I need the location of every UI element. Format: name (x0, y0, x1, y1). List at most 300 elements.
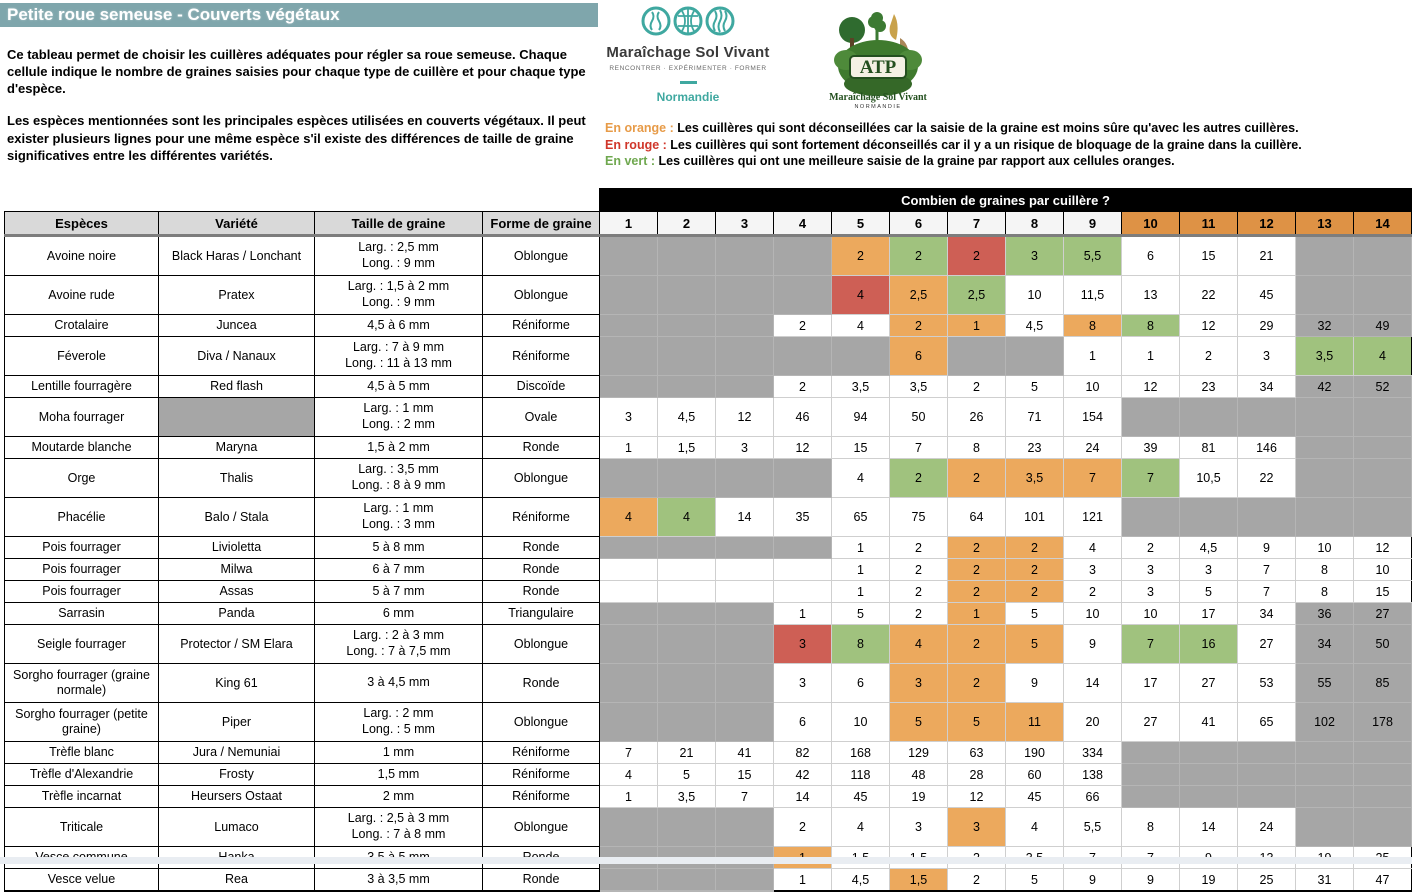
grid-cell[interactable] (600, 337, 658, 376)
variety-cell[interactable]: Pratex (159, 276, 315, 315)
grid-cell[interactable]: 2 (774, 808, 832, 847)
spoon-column-header-1[interactable]: 1 (600, 212, 658, 236)
grid-cell[interactable]: 1 (1064, 337, 1122, 376)
grid-cell[interactable]: 14 (716, 498, 774, 537)
column-header-1[interactable]: Espèces (5, 212, 159, 236)
grid-cell[interactable]: 47 (1354, 869, 1412, 892)
grid-cell[interactable]: 21 (1238, 236, 1296, 276)
grain-size-cell[interactable]: 3 à 3,5 mm (315, 869, 483, 892)
grid-cell[interactable]: 10 (832, 703, 890, 742)
grid-cell[interactable] (658, 581, 716, 603)
grid-cell[interactable]: 8 (1122, 808, 1180, 847)
grid-cell[interactable]: 5 (1006, 625, 1064, 664)
grid-cell[interactable]: 10 (1122, 603, 1180, 625)
species-cell[interactable]: Trèfle blanc (5, 742, 159, 764)
grid-cell[interactable] (716, 315, 774, 337)
grid-cell[interactable]: 2 (1006, 581, 1064, 603)
variety-cell[interactable]: Frosty (159, 764, 315, 786)
grid-cell[interactable]: 7 (1238, 581, 1296, 603)
grid-cell[interactable]: 3 (774, 625, 832, 664)
grid-cell[interactable]: 82 (774, 742, 832, 764)
grid-cell[interactable] (1238, 764, 1296, 786)
grain-size-cell[interactable]: 5 à 8 mm (315, 537, 483, 559)
grid-cell[interactable] (1180, 786, 1238, 808)
grid-cell[interactable] (658, 315, 716, 337)
grid-cell[interactable]: 154 (1064, 398, 1122, 437)
grid-cell[interactable]: 10,5 (1180, 459, 1238, 498)
grid-cell[interactable] (716, 276, 774, 315)
grid-cell[interactable]: 10 (1064, 376, 1122, 398)
grid-cell[interactable]: 21 (658, 742, 716, 764)
grid-cell[interactable] (600, 559, 658, 581)
grid-cell[interactable]: 19 (1180, 869, 1238, 892)
grid-cell[interactable] (774, 236, 832, 276)
spoon-column-header-13[interactable]: 13 (1296, 212, 1354, 236)
grid-cell[interactable] (832, 337, 890, 376)
grid-cell[interactable]: 5 (1006, 603, 1064, 625)
spoon-column-header-10[interactable]: 10 (1122, 212, 1180, 236)
grid-cell[interactable] (716, 376, 774, 398)
column-header-3[interactable]: Taille de graine (315, 212, 483, 236)
grid-cell[interactable]: 9 (1238, 537, 1296, 559)
grid-cell[interactable]: 5,5 (1064, 236, 1122, 276)
grid-cell[interactable]: 49 (1354, 315, 1412, 337)
grid-cell[interactable]: 2,5 (948, 276, 1006, 315)
grain-size-cell[interactable]: Larg. : 2,5 à 3 mm Long. : 7 à 8 mm (315, 808, 483, 847)
grid-cell[interactable]: 2,5 (890, 276, 948, 315)
grid-cell[interactable]: 2 (890, 581, 948, 603)
grain-shape-cell[interactable]: Oblongue (483, 459, 600, 498)
grid-cell[interactable]: 25 (1238, 869, 1296, 892)
grid-cell[interactable]: 10 (1354, 559, 1412, 581)
grid-cell[interactable]: 12 (1180, 315, 1238, 337)
variety-cell[interactable]: Red flash (159, 376, 315, 398)
grid-cell[interactable]: 1 (832, 537, 890, 559)
grid-cell[interactable]: 22 (1180, 276, 1238, 315)
grid-cell[interactable]: 3 (1064, 559, 1122, 581)
grain-shape-cell[interactable]: Oblongue (483, 625, 600, 664)
grid-cell[interactable]: 4 (1006, 808, 1064, 847)
grid-cell[interactable]: 50 (890, 398, 948, 437)
grid-cell[interactable]: 2 (774, 376, 832, 398)
species-cell[interactable]: Sorgho fourrager (graine normale) (5, 664, 159, 703)
grid-cell[interactable]: 34 (1238, 376, 1296, 398)
grid-cell[interactable]: 4 (658, 498, 716, 537)
grid-cell[interactable]: 46 (774, 398, 832, 437)
grain-size-cell[interactable]: Larg. : 2 à 3 mm Long. : 7 à 7,5 mm (315, 625, 483, 664)
variety-cell[interactable]: Juncea (159, 315, 315, 337)
grid-cell[interactable] (600, 236, 658, 276)
grid-cell[interactable]: 2 (1122, 537, 1180, 559)
grid-cell[interactable]: 9 (1122, 869, 1180, 892)
grid-cell[interactable]: 6 (890, 337, 948, 376)
grain-size-cell[interactable]: 3 à 4,5 mm (315, 664, 483, 703)
grid-cell[interactable]: 50 (1354, 625, 1412, 664)
grid-cell[interactable]: 5 (1006, 869, 1064, 892)
variety-cell[interactable]: Lumaco (159, 808, 315, 847)
species-cell[interactable]: Trèfle d'Alexandrie (5, 764, 159, 786)
grid-cell[interactable]: 17 (1180, 603, 1238, 625)
grid-cell[interactable]: 34 (1296, 625, 1354, 664)
grid-cell[interactable]: 34 (1238, 603, 1296, 625)
grid-cell[interactable]: 4,5 (1006, 315, 1064, 337)
grid-cell[interactable]: 4,5 (832, 869, 890, 892)
grain-shape-cell[interactable]: Oblongue (483, 276, 600, 315)
grid-cell[interactable] (600, 376, 658, 398)
grid-cell[interactable]: 9 (1064, 625, 1122, 664)
grid-cell[interactable]: 2 (890, 537, 948, 559)
grid-cell[interactable]: 8 (948, 437, 1006, 459)
grid-cell[interactable]: 2 (1006, 537, 1064, 559)
grid-cell[interactable]: 35 (774, 498, 832, 537)
grid-cell[interactable]: 102 (1296, 703, 1354, 742)
grid-cell[interactable] (774, 337, 832, 376)
grid-cell[interactable]: 334 (1064, 742, 1122, 764)
grain-shape-cell[interactable]: Réniforme (483, 786, 600, 808)
grid-cell[interactable] (716, 459, 774, 498)
grain-size-cell[interactable]: Larg. : 3,5 mm Long. : 8 à 9 mm (315, 459, 483, 498)
grid-cell[interactable] (1122, 786, 1180, 808)
grid-cell[interactable]: 2 (890, 236, 948, 276)
grid-cell[interactable]: 32 (1296, 315, 1354, 337)
grid-cell[interactable]: 121 (1064, 498, 1122, 537)
species-cell[interactable]: Trèfle incarnat (5, 786, 159, 808)
grid-cell[interactable]: 2 (948, 537, 1006, 559)
grid-cell[interactable] (1180, 498, 1238, 537)
grid-cell[interactable]: 29 (1238, 315, 1296, 337)
grid-cell[interactable] (774, 559, 832, 581)
grain-shape-cell[interactable]: Ronde (483, 437, 600, 459)
grid-cell[interactable]: 4 (832, 276, 890, 315)
grid-cell[interactable]: 60 (1006, 764, 1064, 786)
grid-cell[interactable]: 3,5 (658, 786, 716, 808)
variety-cell[interactable]: Heursers Ostaat (159, 786, 315, 808)
grid-cell[interactable]: 2 (890, 315, 948, 337)
grid-cell[interactable]: 1 (600, 786, 658, 808)
grid-cell[interactable]: 63 (948, 742, 1006, 764)
grid-cell[interactable]: 39 (1122, 437, 1180, 459)
grid-cell[interactable]: 5 (890, 703, 948, 742)
grid-cell[interactable] (1354, 764, 1412, 786)
grid-cell[interactable]: 12 (716, 398, 774, 437)
grid-cell[interactable]: 75 (890, 498, 948, 537)
grid-cell[interactable]: 4 (600, 498, 658, 537)
grid-cell[interactable]: 6 (1122, 236, 1180, 276)
grid-cell[interactable] (1296, 437, 1354, 459)
grid-cell[interactable]: 8 (832, 625, 890, 664)
grid-cell[interactable] (658, 537, 716, 559)
grain-shape-cell[interactable]: Ronde (483, 869, 600, 892)
spoon-column-header-6[interactable]: 6 (890, 212, 948, 236)
grid-cell[interactable]: 53 (1238, 664, 1296, 703)
grid-cell[interactable]: 2 (948, 236, 1006, 276)
grid-cell[interactable]: 7 (890, 437, 948, 459)
variety-cell[interactable]: Livioletta (159, 537, 315, 559)
grid-cell[interactable]: 1 (948, 315, 1006, 337)
grid-cell[interactable]: 3 (600, 398, 658, 437)
grid-cell[interactable]: 14 (774, 786, 832, 808)
grain-shape-cell[interactable]: Réniforme (483, 764, 600, 786)
grid-cell[interactable] (658, 703, 716, 742)
spoon-column-header-4[interactable]: 4 (774, 212, 832, 236)
column-header-2[interactable]: Variété (159, 212, 315, 236)
grid-cell[interactable] (600, 459, 658, 498)
grid-cell[interactable]: 4 (832, 459, 890, 498)
grid-cell[interactable]: 12 (948, 786, 1006, 808)
spoon-column-header-9[interactable]: 9 (1064, 212, 1122, 236)
grid-cell[interactable]: 5 (832, 603, 890, 625)
grid-cell[interactable]: 20 (1064, 703, 1122, 742)
grid-cell[interactable] (658, 664, 716, 703)
grid-cell[interactable]: 2 (948, 459, 1006, 498)
grid-cell[interactable] (716, 559, 774, 581)
grid-cell[interactable]: 3 (716, 437, 774, 459)
grid-cell[interactable]: 16 (1180, 625, 1238, 664)
grid-cell[interactable] (774, 537, 832, 559)
grid-cell[interactable]: 10 (1006, 276, 1064, 315)
variety-cell[interactable]: Panda (159, 603, 315, 625)
grid-cell[interactable]: 41 (1180, 703, 1238, 742)
grid-cell[interactable]: 45 (1238, 276, 1296, 315)
grid-cell[interactable]: 41 (716, 742, 774, 764)
spoon-column-header-7[interactable]: 7 (948, 212, 1006, 236)
grid-cell[interactable]: 65 (832, 498, 890, 537)
grid-cell[interactable]: 94 (832, 398, 890, 437)
grid-cell[interactable]: 7 (1064, 459, 1122, 498)
species-cell[interactable]: Pois fourrager (5, 559, 159, 581)
grid-cell[interactable]: 7 (716, 786, 774, 808)
grid-cell[interactable] (600, 703, 658, 742)
grid-cell[interactable]: 2 (890, 559, 948, 581)
grid-cell[interactable]: 190 (1006, 742, 1064, 764)
grid-cell[interactable]: 129 (890, 742, 948, 764)
grid-cell[interactable]: 3 (948, 808, 1006, 847)
grid-cell[interactable]: 4 (1064, 537, 1122, 559)
grid-cell[interactable]: 1 (832, 581, 890, 603)
grid-cell[interactable]: 14 (1180, 808, 1238, 847)
column-header-4[interactable]: Forme de graine (483, 212, 600, 236)
grid-cell[interactable] (1354, 786, 1412, 808)
grid-cell[interactable] (1122, 398, 1180, 437)
grid-cell[interactable]: 42 (774, 764, 832, 786)
grid-cell[interactable]: 6 (774, 703, 832, 742)
grid-cell[interactable] (1296, 498, 1354, 537)
grain-shape-cell[interactable]: Oblongue (483, 703, 600, 742)
grid-cell[interactable]: 26 (948, 398, 1006, 437)
grid-cell[interactable] (716, 537, 774, 559)
grid-cell[interactable] (1296, 459, 1354, 498)
grid-cell[interactable]: 15 (1354, 581, 1412, 603)
grid-cell[interactable]: 1,5 (890, 869, 948, 892)
grid-cell[interactable]: 178 (1354, 703, 1412, 742)
species-cell[interactable]: Moutarde blanche (5, 437, 159, 459)
grid-cell[interactable] (600, 625, 658, 664)
grid-cell[interactable]: 42 (1296, 376, 1354, 398)
variety-cell[interactable]: Rea (159, 869, 315, 892)
grid-cell[interactable]: 2 (948, 664, 1006, 703)
variety-cell[interactable]: Assas (159, 581, 315, 603)
grid-cell[interactable] (1296, 786, 1354, 808)
grid-cell[interactable] (716, 625, 774, 664)
grid-cell[interactable] (1354, 437, 1412, 459)
species-cell[interactable]: Vesce velue (5, 869, 159, 892)
grid-cell[interactable]: 2 (774, 315, 832, 337)
spoon-column-header-14[interactable]: 14 (1354, 212, 1412, 236)
grain-size-cell[interactable]: Larg. : 7 à 9 mm Long. : 11 à 13 mm (315, 337, 483, 376)
grid-cell[interactable] (774, 581, 832, 603)
grid-cell[interactable] (1354, 498, 1412, 537)
grid-cell[interactable] (658, 276, 716, 315)
grid-cell[interactable]: 4,5 (658, 398, 716, 437)
grid-cell[interactable]: 4 (1354, 337, 1412, 376)
grid-cell[interactable] (716, 337, 774, 376)
grid-cell[interactable] (658, 603, 716, 625)
grid-cell[interactable]: 12 (1122, 376, 1180, 398)
variety-cell[interactable]: Maryna (159, 437, 315, 459)
grid-cell[interactable] (1296, 236, 1354, 276)
grid-cell[interactable] (1122, 498, 1180, 537)
variety-cell[interactable]: Piper (159, 703, 315, 742)
grid-cell[interactable]: 4 (832, 808, 890, 847)
grain-shape-cell[interactable]: Réniforme (483, 498, 600, 537)
grid-cell[interactable] (716, 236, 774, 276)
grid-cell[interactable]: 168 (832, 742, 890, 764)
grain-size-cell[interactable]: 4,5 à 6 mm (315, 315, 483, 337)
grid-cell[interactable]: 52 (1354, 376, 1412, 398)
grid-cell[interactable]: 45 (832, 786, 890, 808)
grid-cell[interactable]: 2 (890, 459, 948, 498)
grid-cell[interactable] (716, 664, 774, 703)
grid-cell[interactable] (658, 459, 716, 498)
grid-cell[interactable]: 7 (600, 742, 658, 764)
grid-cell[interactable] (658, 559, 716, 581)
grid-cell[interactable] (1238, 742, 1296, 764)
grid-cell[interactable]: 1 (1122, 337, 1180, 376)
variety-cell[interactable]: Diva / Nanaux (159, 337, 315, 376)
variety-cell[interactable]: Balo / Stala (159, 498, 315, 537)
species-cell[interactable]: Avoine rude (5, 276, 159, 315)
grid-cell[interactable] (1296, 808, 1354, 847)
grid-cell[interactable]: 6 (832, 664, 890, 703)
grid-cell[interactable]: 1 (600, 437, 658, 459)
grid-cell[interactable] (600, 603, 658, 625)
spoon-column-header-11[interactable]: 11 (1180, 212, 1238, 236)
grid-cell[interactable]: 1,5 (658, 437, 716, 459)
grain-shape-cell[interactable]: Réniforme (483, 315, 600, 337)
grid-cell[interactable]: 27 (1238, 625, 1296, 664)
grid-cell[interactable]: 3 (774, 664, 832, 703)
grain-size-cell[interactable]: 1,5 mm (315, 764, 483, 786)
grain-shape-cell[interactable]: Triangulaire (483, 603, 600, 625)
grid-cell[interactable]: 85 (1354, 664, 1412, 703)
grid-cell[interactable] (1006, 337, 1064, 376)
grid-cell[interactable]: 27 (1354, 603, 1412, 625)
grain-shape-cell[interactable]: Oblongue (483, 236, 600, 276)
grid-cell[interactable] (716, 808, 774, 847)
grain-size-cell[interactable]: Larg. : 1 mm Long. : 2 mm (315, 398, 483, 437)
grid-cell[interactable]: 7 (1122, 625, 1180, 664)
grain-size-cell[interactable]: 5 à 7 mm (315, 581, 483, 603)
grid-cell[interactable]: 2 (1064, 581, 1122, 603)
grid-cell[interactable] (658, 337, 716, 376)
grid-cell[interactable]: 48 (890, 764, 948, 786)
species-cell[interactable]: Orge (5, 459, 159, 498)
grid-cell[interactable]: 5 (948, 703, 1006, 742)
grid-cell[interactable]: 8 (1296, 581, 1354, 603)
grid-cell[interactable] (1296, 764, 1354, 786)
variety-cell[interactable]: Protector / SM Elara (159, 625, 315, 664)
grid-cell[interactable]: 66 (1064, 786, 1122, 808)
grid-cell[interactable]: 2 (948, 625, 1006, 664)
grid-cell[interactable]: 11 (1006, 703, 1064, 742)
grid-cell[interactable]: 3,5 (832, 376, 890, 398)
grid-cell[interactable]: 24 (1064, 437, 1122, 459)
grain-size-cell[interactable]: 6 à 7 mm (315, 559, 483, 581)
grid-cell[interactable]: 8 (1296, 559, 1354, 581)
grain-shape-cell[interactable]: Discoïde (483, 376, 600, 398)
grain-shape-cell[interactable]: Réniforme (483, 742, 600, 764)
grid-cell[interactable]: 118 (832, 764, 890, 786)
spoon-column-header-2[interactable]: 2 (658, 212, 716, 236)
grid-cell[interactable]: 65 (1238, 703, 1296, 742)
grid-cell[interactable]: 10 (1064, 603, 1122, 625)
grid-cell[interactable] (1296, 276, 1354, 315)
grid-cell[interactable] (716, 869, 774, 892)
grid-cell[interactable]: 24 (1238, 808, 1296, 847)
grid-cell[interactable]: 71 (1006, 398, 1064, 437)
grid-cell[interactable]: 3 (1238, 337, 1296, 376)
grid-cell[interactable]: 14 (1064, 664, 1122, 703)
species-cell[interactable]: Sorgho fourrager (petite graine) (5, 703, 159, 742)
species-cell[interactable]: Moha fourrager (5, 398, 159, 437)
species-cell[interactable]: Pois fourrager (5, 537, 159, 559)
grid-cell[interactable]: 64 (948, 498, 1006, 537)
grid-cell[interactable] (1238, 786, 1296, 808)
variety-cell[interactable]: Thalis (159, 459, 315, 498)
grid-cell[interactable]: 3 (890, 808, 948, 847)
grid-cell[interactable]: 2 (1180, 337, 1238, 376)
grid-cell[interactable]: 4 (600, 764, 658, 786)
grid-cell[interactable] (1354, 459, 1412, 498)
species-cell[interactable]: Sarrasin (5, 603, 159, 625)
grid-cell[interactable]: 5 (1006, 376, 1064, 398)
grid-cell[interactable]: 15 (832, 437, 890, 459)
grid-cell[interactable]: 12 (774, 437, 832, 459)
grid-cell[interactable]: 2 (890, 603, 948, 625)
grid-cell[interactable]: 3 (1122, 559, 1180, 581)
grid-cell[interactable] (1354, 236, 1412, 276)
grid-cell[interactable]: 4 (890, 625, 948, 664)
grid-cell[interactable]: 2 (948, 581, 1006, 603)
grid-cell[interactable] (1354, 398, 1412, 437)
species-cell[interactable]: Avoine noire (5, 236, 159, 276)
grid-cell[interactable]: 3 (1122, 581, 1180, 603)
grid-cell[interactable] (1180, 742, 1238, 764)
variety-cell[interactable]: Milwa (159, 559, 315, 581)
grid-cell[interactable]: 31 (1296, 869, 1354, 892)
variety-cell[interactable]: King 61 (159, 664, 315, 703)
grid-cell[interactable] (1238, 498, 1296, 537)
grid-cell[interactable] (774, 276, 832, 315)
grid-cell[interactable]: 27 (1180, 664, 1238, 703)
grid-cell[interactable]: 1 (832, 559, 890, 581)
grid-cell[interactable]: 17 (1122, 664, 1180, 703)
grid-cell[interactable]: 4 (832, 315, 890, 337)
spoon-column-header-8[interactable]: 8 (1006, 212, 1064, 236)
grid-cell[interactable]: 19 (890, 786, 948, 808)
grid-cell[interactable] (1354, 276, 1412, 315)
grid-cell[interactable]: 9 (1064, 869, 1122, 892)
